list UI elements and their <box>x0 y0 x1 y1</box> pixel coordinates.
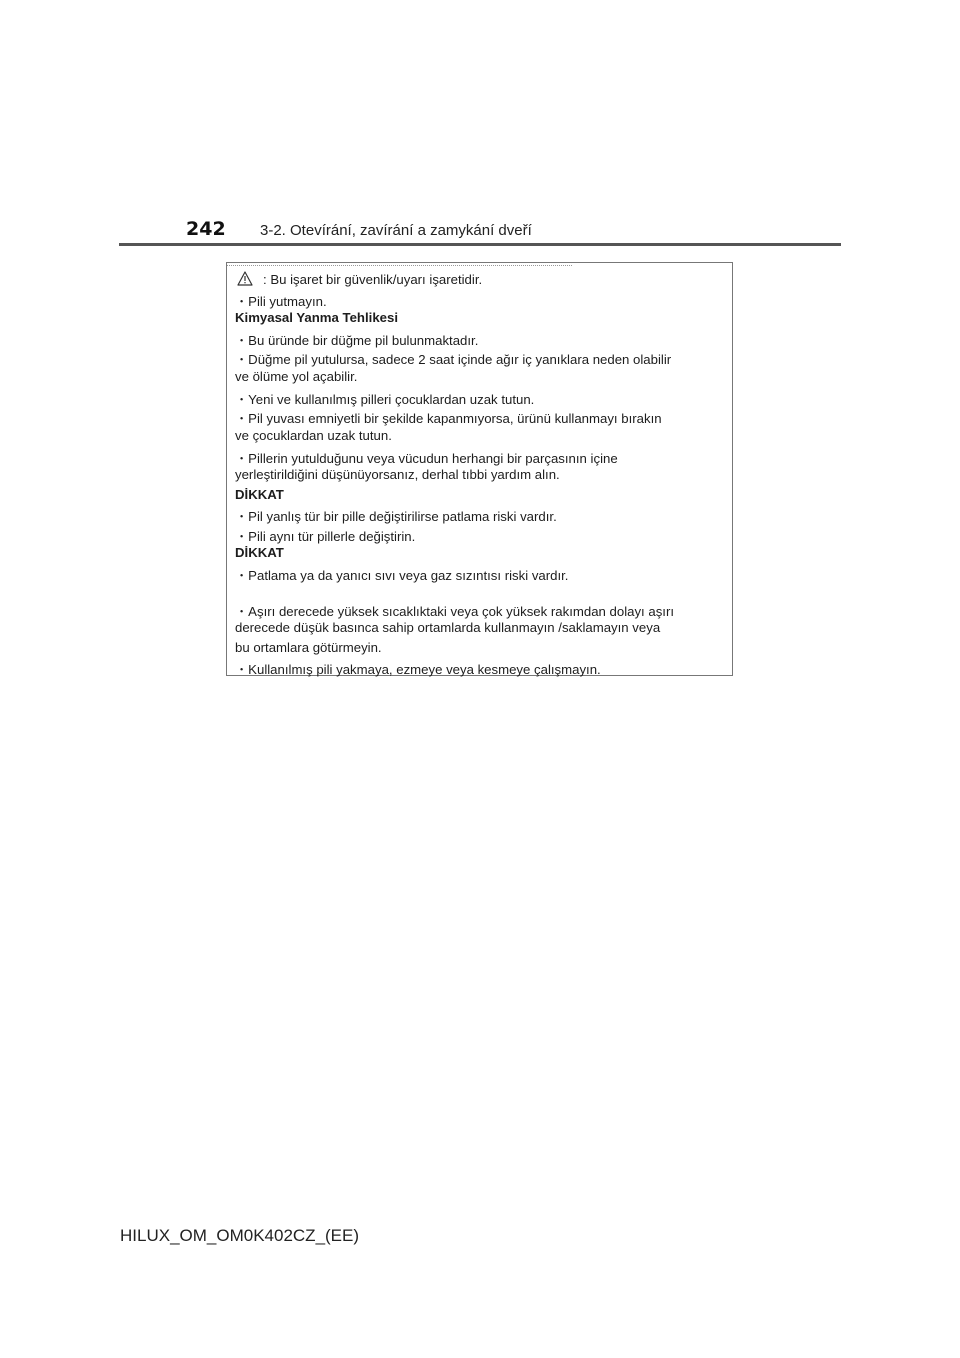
text-line: ・Aşırı derecede yüksek sıcaklıktaki veya çok yüksek rakımdan dolayı aşırı <box>235 604 675 619</box>
text-line: ・Bu üründe bir düğme pil bulunmaktadır. <box>235 333 479 348</box>
heading-caution: DİKKAT <box>235 545 284 560</box>
text-line: ・Patlama ya da yanıcı sıvı veya gaz sızıntısı riski vardır. <box>235 568 569 583</box>
text-line: yerleştirildiğini düşünüyorsanız, derhal tıbbi yardım alın. <box>235 467 560 482</box>
footer-manual-code: HILUX_OM_OM0K402CZ_(EE) <box>120 1226 360 1245</box>
text-line: ・Düğme pil yutulursa, sadece 2 saat içinde ağır iç yanıklara neden olabilir <box>235 352 672 367</box>
text-line: ・Kullanılmış pili yakmaya, ezmeye veya kesmeye çalışmayın. <box>235 662 601 677</box>
text-line: ・Pillerin yutulduğunu veya vücudun herhangi bir parçasının içine <box>235 451 618 466</box>
text-line: derecede düşük basınca sahip ortamlarda kullanmayın /saklamayın veya <box>235 620 661 635</box>
text-line: ・Pil yuvası emniyetli bir şekilde kapanmıyorsa, ürünü kullanmayı bırakın <box>235 411 662 426</box>
text-line: ve ölüme yol açabilir. <box>235 369 358 384</box>
warning-legend-text: : Bu işaret bir güvenlik/uyarı işaretidir. <box>263 272 483 287</box>
text-line: ・Pili yutmayın. <box>235 294 327 309</box>
text-line: ve çocuklardan uzak tutun. <box>235 428 392 443</box>
text-line: ・Pil yanlış tür bir pille değiştirilirse patlama riski vardır. <box>235 509 557 524</box>
warning-triangle-icon <box>237 271 253 286</box>
heading-caution: DİKKAT <box>235 487 284 502</box>
text-line: ・Pili aynı tür pillerle değiştirin. <box>235 529 416 544</box>
section-title: 3-2. Otevírání, zavírání a zamykání dveří <box>260 222 532 239</box>
header-rule <box>119 243 841 246</box>
warning-legend-line <box>235 271 482 287</box>
page-number: 242 <box>186 218 226 240</box>
warning-box <box>226 262 733 676</box>
text-line: ・Yeni ve kullanılmış pilleri çocuklardan uzak tutun. <box>235 392 535 407</box>
heading-chemical-burn: Kimyasal Yanma Tehlikesi <box>235 310 398 325</box>
text-line: bu ortamlara götürmeyin. <box>235 640 382 655</box>
